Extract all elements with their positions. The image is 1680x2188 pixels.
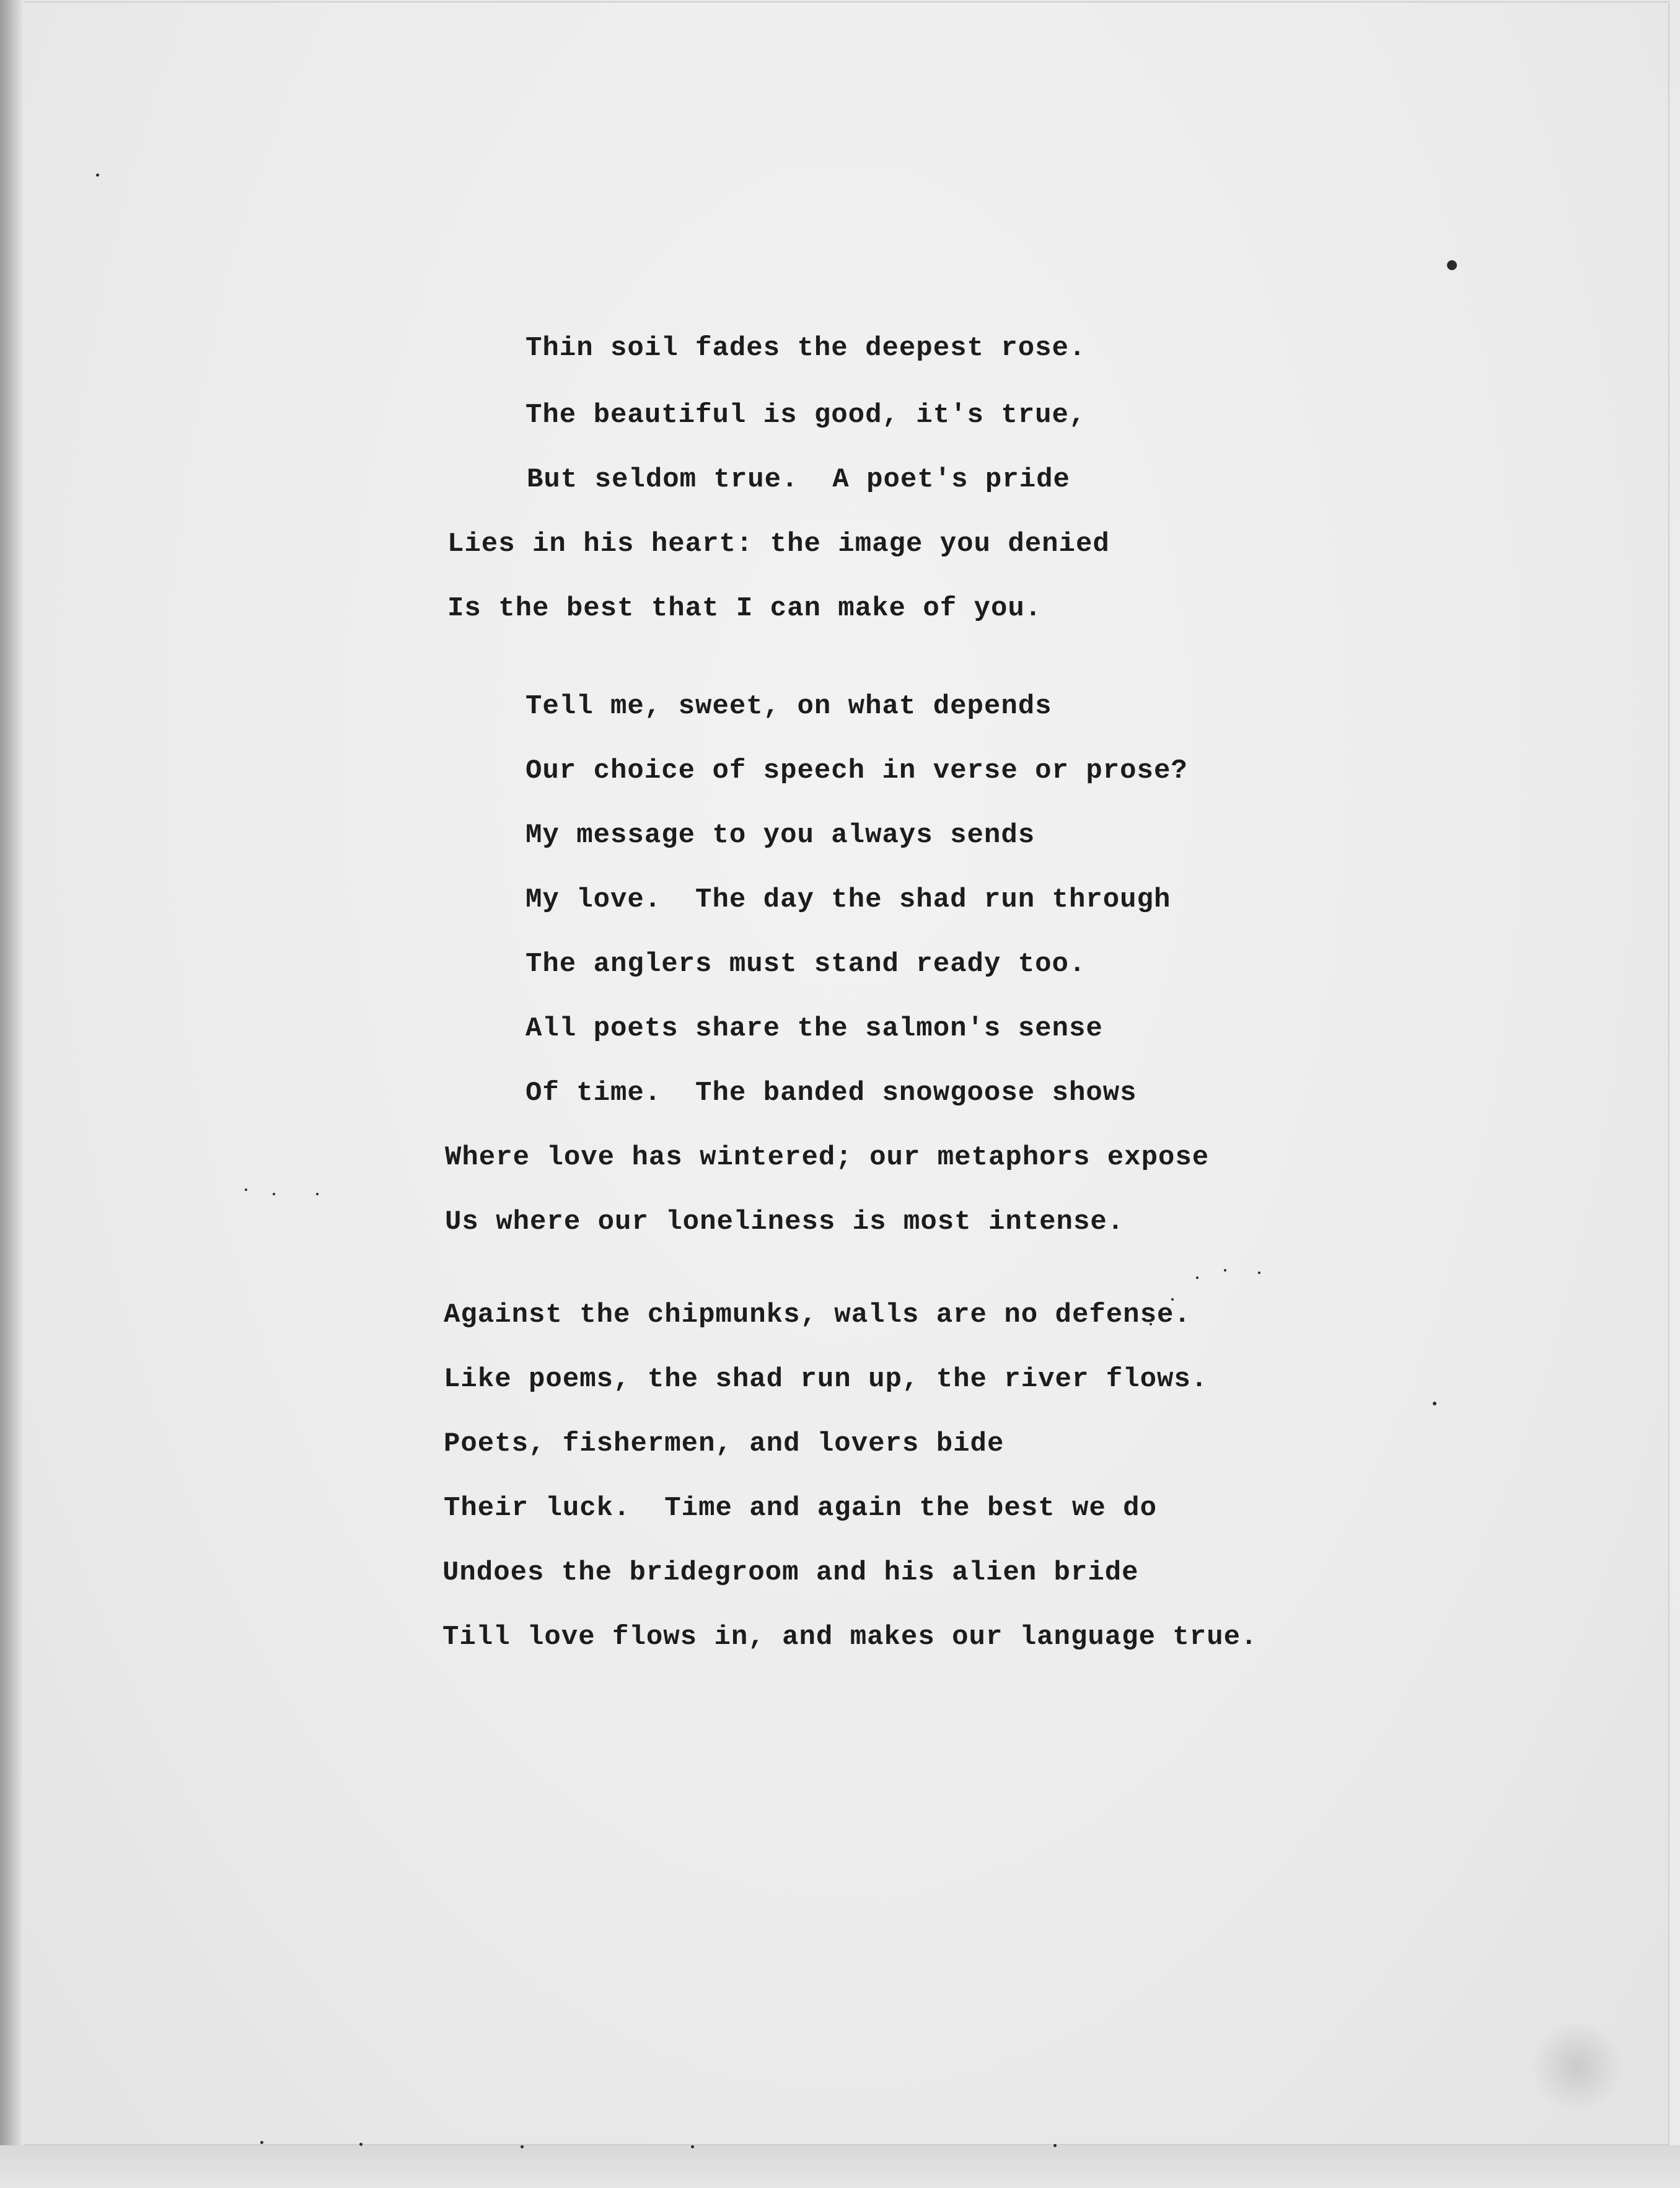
poem-line: But seldom true. A poet's pride xyxy=(527,464,1070,495)
poem-line: Their luck. Time and again the best we do xyxy=(444,1493,1157,1524)
poem-line: Us where our loneliness is most intense. xyxy=(445,1206,1125,1237)
poem-line: The beautiful is good, it's true, xyxy=(526,400,1086,431)
poem-line: Lies in his heart: the image you denied xyxy=(447,529,1110,560)
poem-line: All poets share the salmon's sense xyxy=(526,1013,1103,1044)
poem-line: Thin soil fades the deepest rose. xyxy=(526,333,1086,364)
poem-line: Is the best that I can make of you. xyxy=(447,593,1042,624)
poem-line: My message to you always sends xyxy=(526,820,1036,851)
poem-line: Of time. The banded snowgoose shows xyxy=(526,1078,1137,1109)
poem-line: Till love flows in, and makes our language true. xyxy=(442,1622,1258,1653)
poem-line: Poets, fishermen, and lovers bide xyxy=(444,1428,1005,1459)
poem-line: Our choice of speech in verse or prose? xyxy=(526,755,1188,786)
poem-line: The anglers must stand ready too. xyxy=(526,949,1086,980)
poem-line: Where love has wintered; our metaphors expose xyxy=(445,1142,1210,1173)
poem-line: Like poems, the shad run up, the river flows. xyxy=(444,1364,1208,1395)
poem-line: Undoes the bridegroom and his alien bride xyxy=(442,1557,1139,1588)
poem-line: Tell me, sweet, on what depends xyxy=(526,691,1052,722)
poem-line: Against the chipmunks, walls are no defense. xyxy=(444,1299,1191,1330)
poem-line: My love. The day the shad run through xyxy=(526,884,1171,915)
